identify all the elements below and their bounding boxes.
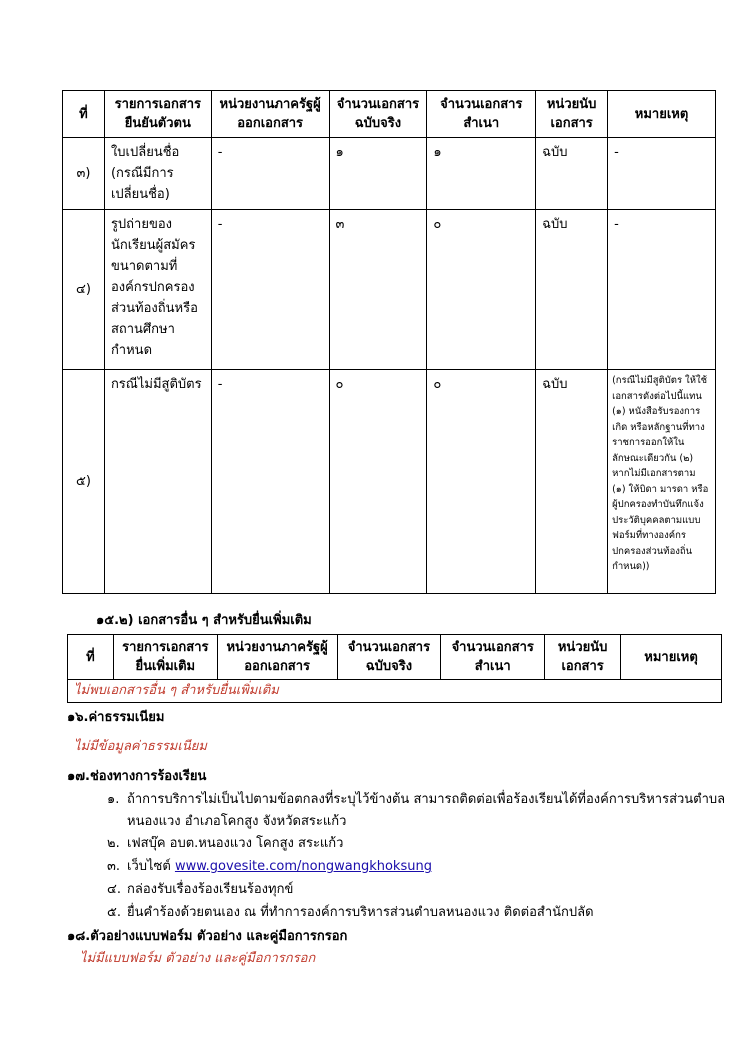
list-item-number: ๒.: [107, 836, 120, 851]
copy-count: ๐: [427, 210, 536, 370]
col-header-agency: หน่วยงานภาครัฐผู้ออกเอกสาร: [211, 91, 329, 138]
complaint-channel-3: [127, 858, 432, 876]
note: -: [608, 210, 716, 370]
website-link[interactable]: www.govesite.com/nongwangkhoksung: [174, 859, 432, 874]
complaint-channel-1-cont: หนองแวง อำเภอโคกสูง จังหวัดสระแก้ว: [127, 814, 347, 829]
website-label: เว็บไซต์: [127, 859, 175, 874]
empty-additional-documents: ไม่พบเอกสารอื่น ๆ สำหรับยื่นเพิ่มเติม: [68, 680, 722, 703]
original-count: ๑: [329, 138, 427, 210]
section-15-2-title: ๑๕.๒) เอกสารอื่น ๆ สำหรับยื่นเพิ่มเติม: [96, 613, 312, 628]
document-name: กรณีไม่มีสูติบัตร: [104, 370, 211, 594]
note: (กรณีไม่มีสูติบัตร ให้ใช้เอกสารดังต่อไปนี้แทน (๑) หนังสือรับรองการเกิด หรือหลักฐานที่ทางราชการออกให้ในลักษณะเดียวกัน (๒) หากไม่มีเอกสารตาม (๑) ให้บิดา มารดา หรือผู้ปกครองทำบันทึกแจ้งประวัติบุคคลตามแบบฟอร์มที่ทางองค์กรปกครองส่วนท้องถิ่นกำหนด)): [608, 370, 716, 594]
row-number: ๕): [63, 370, 105, 594]
agency: -: [211, 370, 329, 594]
complaint-channel-5: ยื่นคำร้องด้วยตนเอง ณ ที่ทำการองค์การบริหารส่วนตำบลหนองแวง ติดต่อสำนักปลัด: [127, 905, 594, 920]
row-number: ๔): [63, 210, 105, 370]
complaint-channel-1: ถ้าการบริการไม่เป็นไปตามข้อตกลงที่ระบุไว้ข้างต้น สามารถติดต่อเพื่อร้องเรียนได้ที่องค์การบริหารส่วนตำบล: [127, 792, 726, 807]
list-item-number: ๔.: [107, 882, 121, 897]
col-header-original: จำนวนเอกสารฉบับจริง: [329, 91, 427, 138]
row-number: ๓): [63, 138, 105, 210]
col-header-document: รายการเอกสารยืนยันตัวตน: [104, 91, 211, 138]
col-header-original: จำนวนเอกสารฉบับจริง: [337, 635, 441, 680]
col-header-copy: จำนวนเอกสารสำเนา: [427, 91, 536, 138]
agency: -: [211, 138, 329, 210]
additional-documents-table: [67, 634, 722, 703]
table-row: [63, 210, 716, 370]
section-16-title: ๑๖.ค่าธรรมเนียม: [67, 710, 165, 725]
list-item-number: ๓.: [107, 859, 121, 874]
section-17-title: ๑๗.ช่องทางการร้องเรียน: [67, 769, 207, 784]
col-header-copy: จำนวนเอกสารสำเนา: [441, 635, 545, 680]
unit: ฉบับ: [536, 370, 608, 594]
documents-table: [62, 90, 716, 594]
document-name: รูปถ่ายของนักเรียนผู้สมัครขนาดตามที่องค์กรปกครองส่วนท้องถิ่นหรือสถานศึกษากำหนด: [104, 210, 211, 370]
table-row: [63, 138, 716, 210]
col-header-unit: หน่วยนับเอกสาร: [545, 635, 621, 680]
forms-empty-text: ไม่มีแบบฟอร์ม ตัวอย่าง และคู่มือการกรอก: [80, 951, 316, 966]
section-18-title: ๑๘.ตัวอย่างแบบฟอร์ม ตัวอย่าง และคู่มือการกรอก: [67, 929, 348, 944]
copy-count: ๐: [427, 370, 536, 594]
col-header-agency: หน่วยงานภาครัฐผู้ออกเอกสาร: [217, 635, 337, 680]
copy-count: ๑: [427, 138, 536, 210]
col-header-document: รายการเอกสารยื่นเพิ่มเติม: [113, 635, 217, 680]
col-header-note: หมายเหตุ: [621, 635, 722, 680]
note: -: [608, 138, 716, 210]
list-item-number: ๕.: [107, 905, 121, 920]
unit: ฉบับ: [536, 210, 608, 370]
fee-empty-text: ไม่มีข้อมูลค่าธรรมเนียม: [74, 739, 207, 754]
list-item-number: ๑.: [107, 792, 120, 807]
complaint-channel-2: เฟสบุ๊ค อบต.หนองแวง โคกสูง สระแก้ว: [127, 836, 344, 851]
table-row: [63, 370, 716, 594]
original-count: ๓: [329, 210, 427, 370]
complaint-channel-4: กล่องรับเรื่องร้องเรียนร้องทุกข์: [127, 882, 294, 897]
unit: ฉบับ: [536, 138, 608, 210]
col-header-unit: หน่วยนับเอกสาร: [536, 91, 608, 138]
col-header-note: หมายเหตุ: [608, 91, 716, 138]
agency: -: [211, 210, 329, 370]
col-header-no: ที่: [63, 91, 105, 138]
document-name: ใบเปลี่ยนชื่อ (กรณีมีการเปลี่ยนชื่อ): [104, 138, 211, 210]
original-count: ๐: [329, 370, 427, 594]
col-header-no: ที่: [68, 635, 114, 680]
